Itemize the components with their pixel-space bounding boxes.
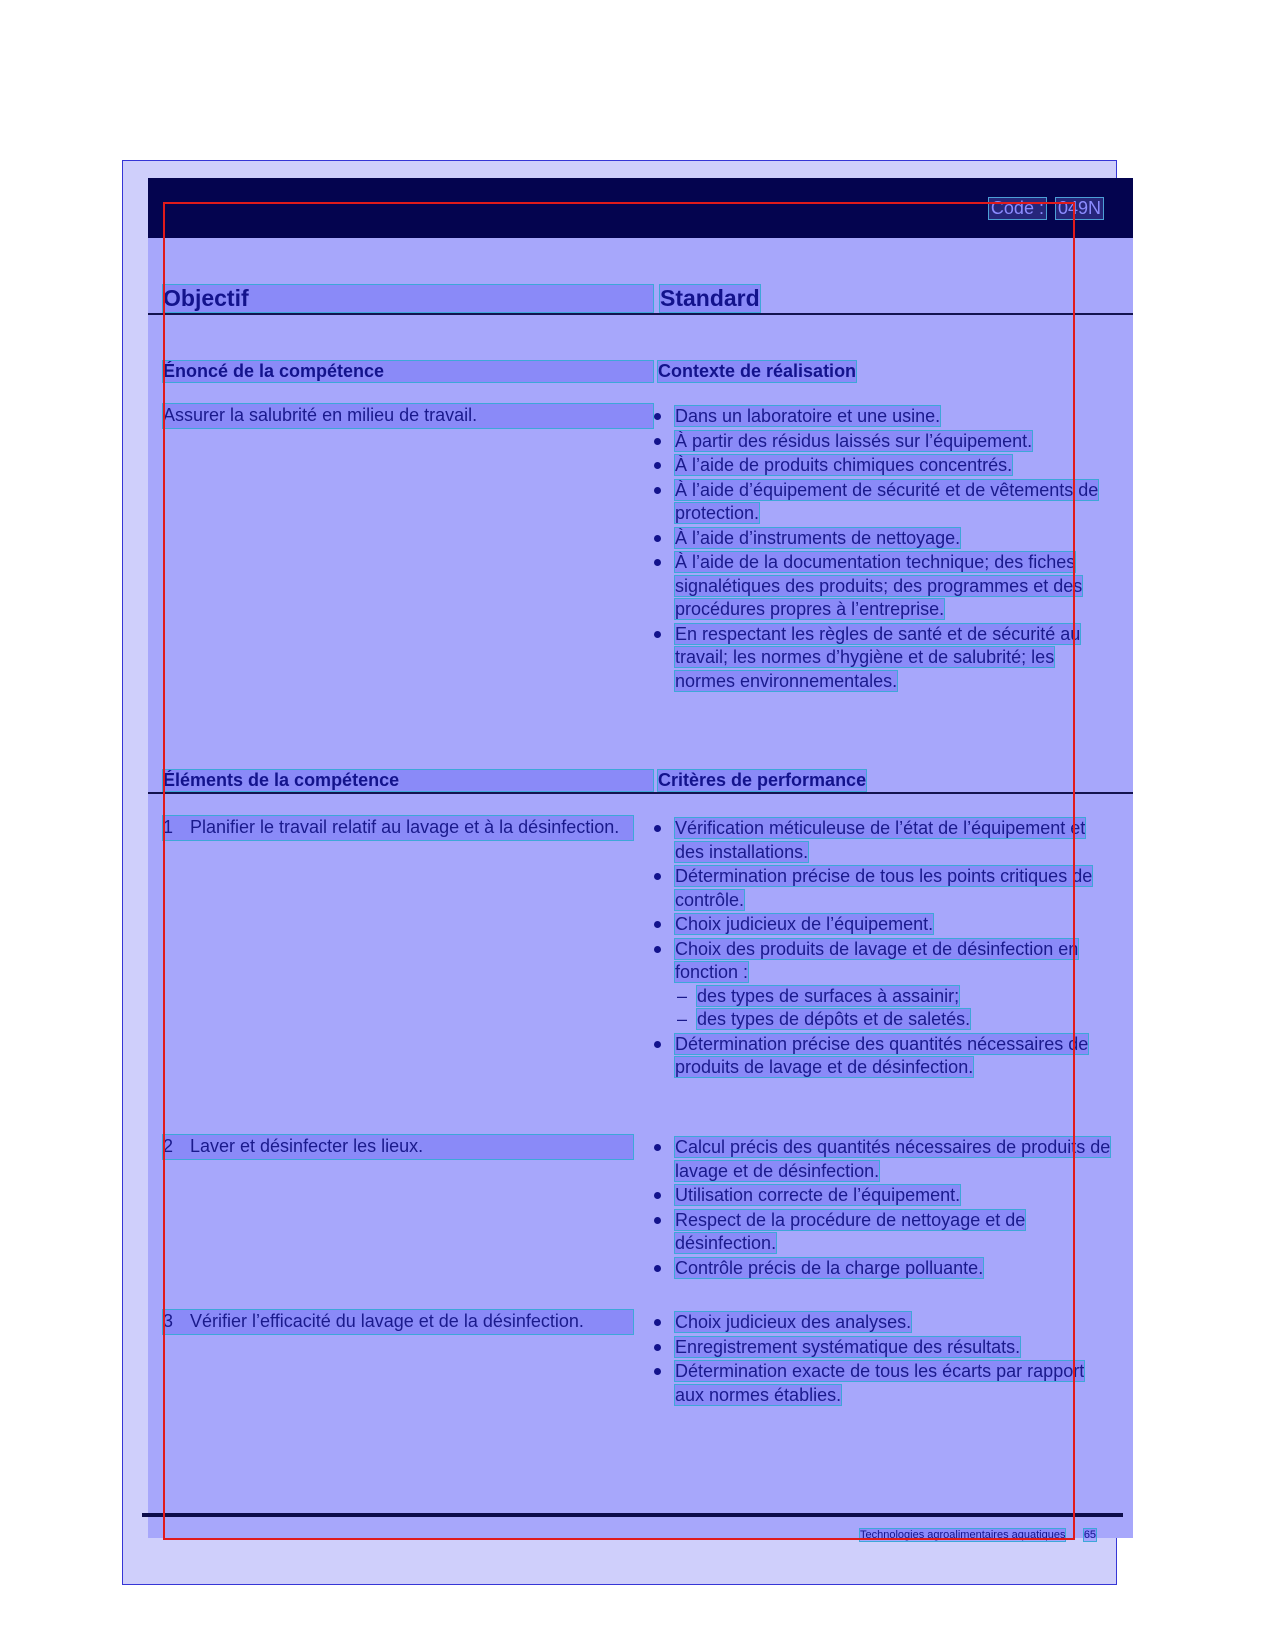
- contexte-item: À l’aide d’équipement de sécurité et de vêtements de protection.: [652, 479, 1112, 526]
- objectif-title: Objectif: [163, 285, 653, 312]
- contexte-item: À l’aide d’instruments de nettoyage.: [652, 527, 1112, 551]
- enonce-heading: Énoncé de la compétence: [163, 361, 653, 382]
- element-number: 3: [163, 1311, 174, 1331]
- standard-title: Standard: [660, 285, 760, 311]
- selection-frame: [163, 202, 1075, 1540]
- criteria-item: Contrôle précis de la charge polluante.: [652, 1257, 1112, 1281]
- criteria-item: Détermination précise de tous les points critiques de contrôle.: [652, 865, 1112, 912]
- element-text: Laver et désinfecter les lieux.: [163, 1135, 633, 1159]
- criteria-item: Détermination précise des quantités nécessaires de produits de lavage et de désinfection.: [652, 1033, 1112, 1080]
- page-number: 65: [1083, 1529, 1097, 1541]
- code-label: Code :: [990, 198, 1044, 218]
- footer-title: Technologies agroalimentaires aquatiques: [860, 1529, 1066, 1541]
- contexte-item: En respectant les règles de santé et de sécurité au travail; les normes d’hygiène et de salubrité; les normes environnementales.: [652, 623, 1112, 694]
- contexte-item: À l’aide de produits chimiques concentrés.: [652, 454, 1112, 478]
- criteria-item: Calcul précis des quantités nécessaires de produits de lavage et de désinfection.: [652, 1136, 1112, 1183]
- contexte-heading: Contexte de réalisation: [658, 361, 857, 381]
- criteres-heading: Critères de performance: [658, 770, 867, 790]
- element-text: Vérifier l’efficacité du lavage et de la désinfection.: [163, 1310, 633, 1334]
- element-number: 2: [163, 1136, 174, 1156]
- criteria-item: Utilisation correcte de l’équipement.: [652, 1184, 1112, 1208]
- criteria-subitem: – des types de surfaces à assainir;: [675, 985, 1112, 1009]
- enonce-text: Assurer la salubrité en milieu de travail.: [163, 404, 653, 428]
- contexte-item: À l’aide de la documentation technique; des fiches signalétiques des produits; des programmes et des procédures propres à l’entreprise.: [652, 551, 1112, 622]
- element-number: 1: [163, 817, 174, 837]
- contexte-item: Dans un laboratoire et une usine.: [652, 405, 1112, 429]
- criteria-item: Vérification méticuleuse de l’état de l’équipement et des installations.: [652, 817, 1112, 864]
- criteria-item: Détermination exacte de tous les écarts par rapport aux normes établies.: [652, 1360, 1112, 1407]
- contexte-item: À partir des résidus laissés sur l’équipement.: [652, 430, 1112, 454]
- criteria-item: Choix des produits de lavage et de désinfection en fonction : – des types de surfaces à assainir; – des types de dépôts et de saletés.: [652, 938, 1112, 1032]
- criteria-item: Choix judicieux de l’équipement.: [652, 913, 1112, 937]
- criteria-subitem: – des types de dépôts et de saletés.: [675, 1008, 1112, 1032]
- code-value: 049N: [1057, 198, 1101, 218]
- criteria-item: Choix judicieux des analyses.: [652, 1311, 1112, 1335]
- criteria-item: Enregistrement systématique des résultats.: [652, 1336, 1112, 1360]
- element-text: Planifier le travail relatif au lavage et à la désinfection.: [163, 816, 633, 840]
- elements-heading: Éléments de la compétence: [163, 770, 653, 791]
- criteria-item: Respect de la procédure de nettoyage et de désinfection.: [652, 1209, 1112, 1256]
